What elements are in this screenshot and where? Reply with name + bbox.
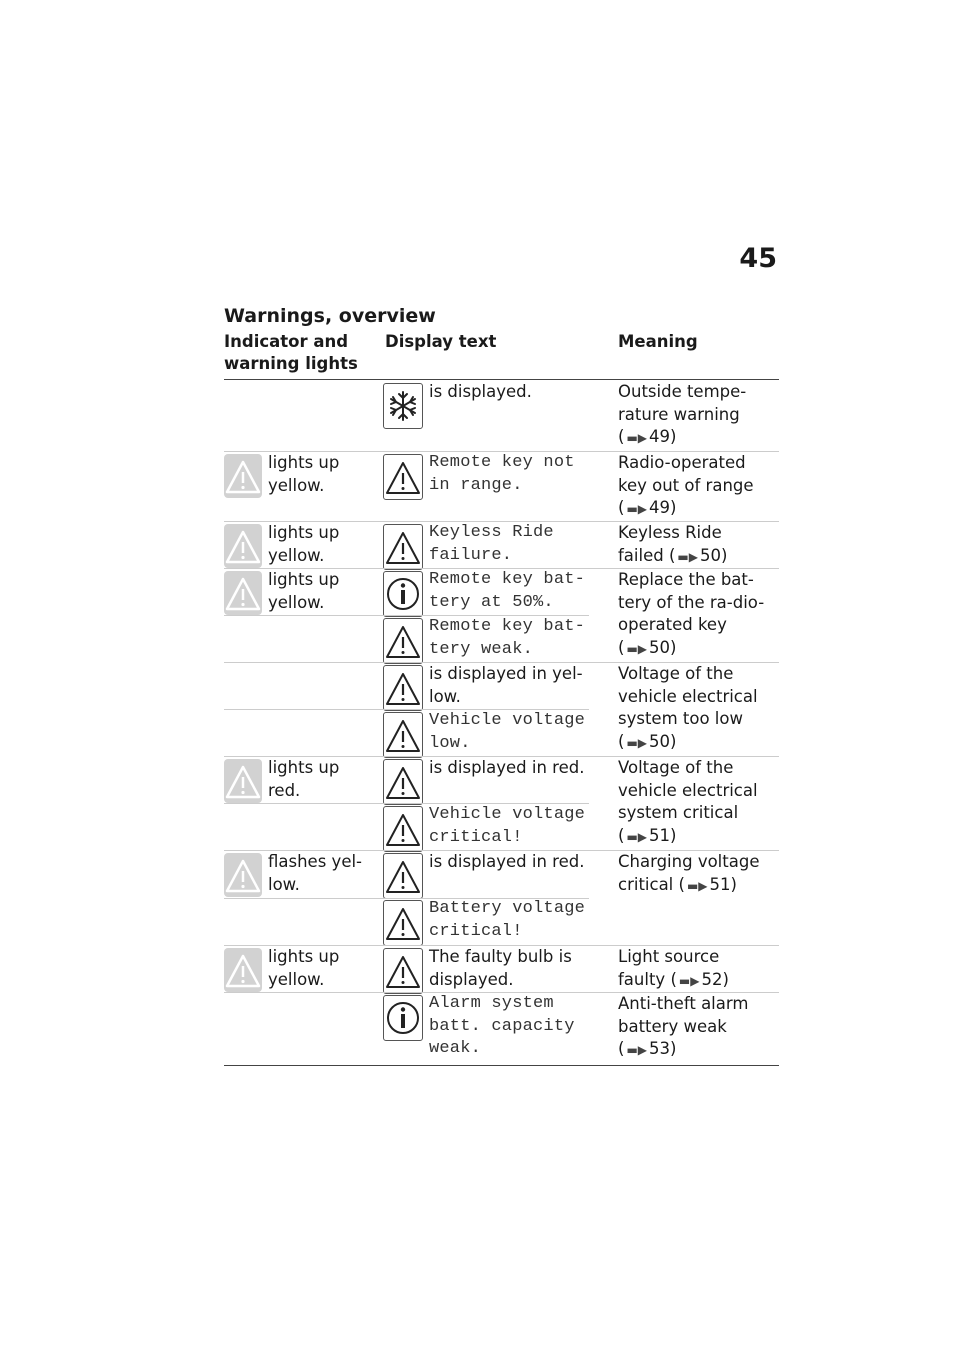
meaning-text: Anti-theft alarm battery weak ( ▬▶ 53) [618,993,768,1062]
display-text: Remote key bat-tery weak. [429,617,586,659]
page-ref-arrow-icon: ▬▶ [678,973,700,988]
display-text: Keyless Ride failure. [429,523,554,565]
display-text: The faulty bulb is displayed. [429,947,572,989]
snowflake-icon [384,384,422,428]
display-icon-box [383,665,423,711]
display-text: Battery voltage critical! [429,899,586,941]
indicator-icon-box [224,948,262,992]
row-divider [224,898,589,899]
display-text: Remote key bat-tery at 50%. [429,570,586,612]
display-icon-box [383,712,423,758]
indicator-text: lights up yellow. [268,947,340,989]
display-icon-box [383,900,423,946]
meaning-text: Voltage of the vehicle electrical system too low ( ▬▶ 50) [618,663,768,754]
warning-triangle-icon [224,853,262,897]
warning-triangle-icon [384,525,422,569]
warning-triangle-icon [384,901,422,945]
table-row [224,994,779,1064]
indicator-text: lights up yellow. [268,570,340,612]
display-icon-box [383,995,423,1041]
page-ref-arrow-icon: ▬▶ [686,878,708,893]
warning-triangle-icon [224,454,262,498]
warning-triangle-icon [384,807,422,851]
warning-triangle-icon [224,571,262,615]
display-icon-box [383,618,423,664]
indicator-text: lights up red. [268,758,340,800]
meaning-text: Voltage of the vehicle electrical system critical ( ▬▶ 51) [618,757,768,848]
header-rule [224,379,779,380]
display-text: is displayed in yel-low. [429,664,583,706]
display-icon-box [383,571,423,617]
display-icon-box [383,806,423,852]
warning-triangle-icon [224,948,262,992]
display-text: Alarm system batt. capacity weak. [429,994,575,1058]
display-text: is displayed in red. [429,852,585,871]
indicator-icon-box [224,454,262,498]
info-icon [384,572,422,616]
page-ref-arrow-icon: ▬▶ [626,431,648,445]
display-icon-box [383,759,423,805]
display-icon-box [383,948,423,994]
table-bottom-rule [224,1065,779,1066]
column-header-meaning: Meaning [618,332,698,351]
display-text: is displayed. [429,382,532,401]
row-divider [224,615,589,616]
section-heading: Warnings, overview [224,305,436,327]
warning-triangle-icon [384,760,422,804]
meaning-text: Outside tempe-rature warning ( ▬▶ 49) [618,381,753,450]
display-icon-box [383,454,423,500]
meaning-text: Keyless Ride failed ( ▬▶ 50) [618,522,748,568]
page-ref-arrow-icon: ▬▶ [626,502,648,516]
display-text: Vehicle voltage low. [429,711,586,753]
page-ref-arrow-icon: ▬▶ [626,1043,648,1057]
indicator-icon-box [224,571,262,615]
page-ref-arrow-icon: ▬▶ [626,829,648,844]
warning-triangle-icon [224,759,262,803]
table-row [224,947,779,992]
warning-triangle-icon [384,666,422,710]
table-row [224,758,779,850]
meaning-text: Replace the bat-tery of the ra-dio-operated key ( ▬▶ 50) [618,569,768,660]
warning-triangle-icon [384,854,422,898]
info-icon [384,996,422,1040]
warning-triangle-icon [384,455,422,499]
page-ref-arrow-icon: ▬▶ [677,549,698,564]
display-icon-box [383,853,423,899]
table-row [224,381,779,451]
page-number: 45 [739,243,777,274]
table-row [224,453,779,521]
warning-triangle-icon [384,949,422,993]
column-header-indicator: Indicator and warning lights [224,332,358,373]
table-row [224,523,779,568]
indicator-icon-box [224,524,262,568]
column-header-display: Display text [385,332,497,351]
indicator-text: lights up yellow. [268,523,340,565]
meaning-text: Charging voltage critical ( ▬▶ 51) [618,851,768,897]
display-text: is displayed in red. [429,758,585,777]
meaning-text: Light source faulty ( ▬▶ 52) [618,946,748,992]
indicator-text: lights up yellow. [268,453,340,495]
page-ref-arrow-icon: ▬▶ [626,735,648,750]
display-text: Remote key not in range. [429,453,575,495]
page-ref-arrow-icon: ▬▶ [626,641,648,656]
meaning-text: Radio-operated key out of range ( ▬▶ 49) [618,452,768,521]
row-divider [224,709,589,710]
table-row [224,570,779,662]
display-text: Vehicle voltage critical! [429,805,586,847]
indicator-text: flashes yel-low. [268,852,363,894]
table-row [224,664,779,756]
indicator-icon-box [224,759,262,803]
row-divider [224,803,589,804]
display-icon-box [383,524,423,570]
display-icon-box [383,383,423,429]
warning-triangle-icon [384,713,422,757]
indicator-icon-box [224,853,262,897]
warning-triangle-icon [384,619,422,663]
warning-triangle-icon [224,524,262,568]
